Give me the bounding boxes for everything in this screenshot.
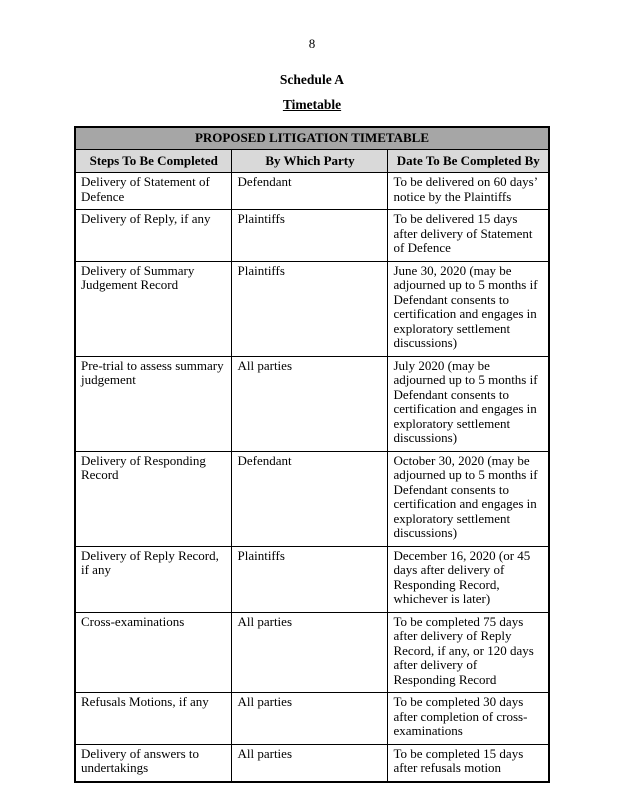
cell-step: Delivery of Responding Record xyxy=(75,451,232,546)
column-header-row xyxy=(75,149,549,173)
cell-step: Delivery of Statement of Defence xyxy=(75,173,232,210)
timetable-heading-text: Timetable xyxy=(282,97,342,112)
table-row xyxy=(75,261,549,356)
page-number: 8 xyxy=(308,36,316,51)
cell-party: All parties xyxy=(232,612,388,693)
cell-party: Defendant xyxy=(232,451,388,546)
cell-step: Delivery of Reply, if any xyxy=(75,210,232,262)
table-row xyxy=(75,451,549,546)
table-row xyxy=(75,612,549,693)
cell-party: Defendant xyxy=(232,173,388,210)
cell-step: Pre-trial to assess summary judgement xyxy=(75,356,232,451)
cell-step: Delivery of Summary Judgement Record xyxy=(75,261,232,356)
table-title-row xyxy=(75,127,549,149)
litigation-timetable xyxy=(74,126,550,783)
cell-step: Delivery of Reply Record, if any xyxy=(75,546,232,612)
cell-step: Delivery of answers to undertakings xyxy=(75,744,232,782)
cell-date: To be delivered on 60 days’ notice by the Plaintiffs xyxy=(388,173,549,210)
column-header-date: Date To Be Completed By xyxy=(388,149,549,173)
column-header-steps: Steps To Be Completed xyxy=(75,149,232,173)
cell-party: All parties xyxy=(232,744,388,782)
cell-date: To be completed 30 days after completion of cross-examinations xyxy=(388,693,549,745)
table-row xyxy=(75,546,549,612)
table-row xyxy=(75,356,549,451)
cell-date: To be completed 75 days after delivery of Reply Record, if any, or 120 days after delivery of Responding Record xyxy=(388,612,549,693)
cell-date: To be completed 15 days after refusals motion xyxy=(388,744,549,782)
cell-date: June 30, 2020 (may be adjourned up to 5 months if Defendant consents to certification and engages in exploratory settlement discussions) xyxy=(388,261,549,356)
table-row xyxy=(75,173,549,210)
cell-date: July 2020 (may be adjourned up to 5 months if Defendant consents to certification and engages in exploratory settlement discussions) xyxy=(388,356,549,451)
schedule-heading: Schedule A xyxy=(279,72,345,87)
cell-party: All parties xyxy=(232,356,388,451)
cell-party: Plaintiffs xyxy=(232,261,388,356)
timetable-heading xyxy=(0,97,624,113)
table-row xyxy=(75,744,549,782)
cell-party: Plaintiffs xyxy=(232,210,388,262)
table-title: PROPOSED LITIGATION TIMETABLE xyxy=(75,127,549,149)
cell-step: Cross-examinations xyxy=(75,612,232,693)
cell-party: Plaintiffs xyxy=(232,546,388,612)
table-row xyxy=(75,210,549,262)
cell-step: Refusals Motions, if any xyxy=(75,693,232,745)
cell-date: To be delivered 15 days after delivery of Statement of Defence xyxy=(388,210,549,262)
cell-party: All parties xyxy=(232,693,388,745)
cell-date: December 16, 2020 (or 45 days after delivery of Responding Record, whichever is later) xyxy=(388,546,549,612)
cell-date: October 30, 2020 (may be adjourned up to 5 months if Defendant consents to certification and engages in exploratory settlement discussions) xyxy=(388,451,549,546)
table-row xyxy=(75,693,549,745)
column-header-party: By Which Party xyxy=(232,149,388,173)
